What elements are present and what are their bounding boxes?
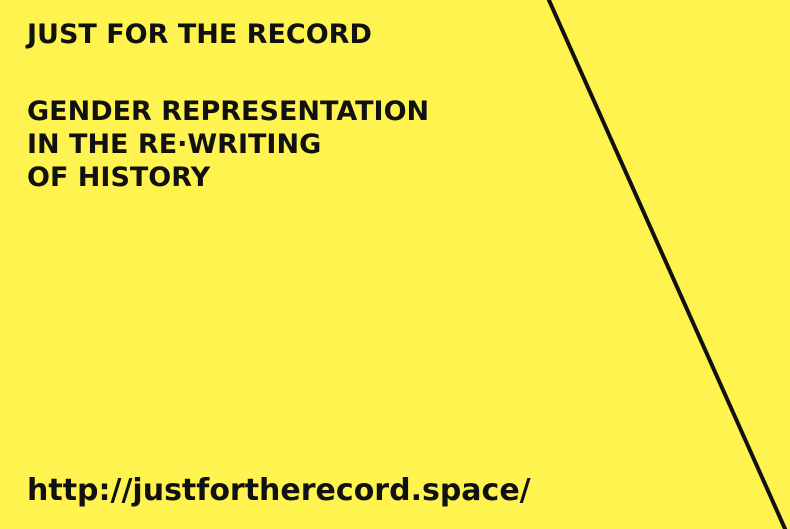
poster-subtitle — [27, 95, 429, 194]
poster-title: JUST FOR THE RECORD — [27, 19, 372, 50]
subtitle-line-2: IN THE RE·WRITING — [27, 129, 322, 160]
subtitle-line-1: GENDER REPRESENTATION — [27, 96, 430, 127]
website-link[interactable]: http://justfortherecord.space/ — [27, 473, 531, 508]
subtitle-line-3: OF HISTORY — [27, 162, 211, 193]
